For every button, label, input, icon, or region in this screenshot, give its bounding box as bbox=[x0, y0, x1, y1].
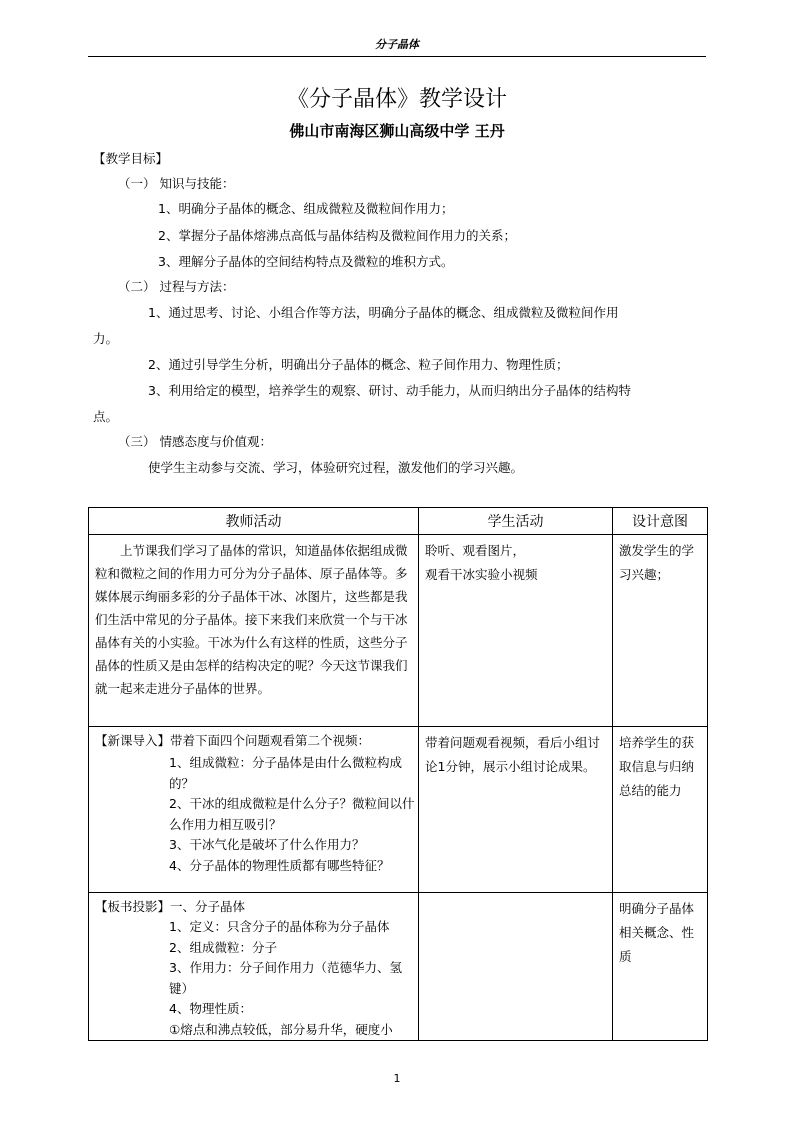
guiding-question: 2、干冰的组成微粒是什么分子？微粒间以什么作用力相互吸引？ bbox=[169, 796, 415, 832]
page-number: 1 bbox=[393, 1072, 401, 1085]
board-item: 3、作用力：分子间作用力（范德华力、氢键） bbox=[169, 960, 402, 996]
intent-cell bbox=[613, 535, 708, 727]
section1-item: 1、明确分子晶体的概念、组成微粒及微粒间作用力； bbox=[158, 201, 454, 216]
intent-cell bbox=[613, 727, 708, 893]
board-item: 1、定义：只含分子的晶体称为分子晶体 bbox=[169, 919, 390, 934]
teacher-cell bbox=[89, 727, 419, 893]
board-item: 4、物理性质： bbox=[169, 1001, 252, 1016]
student-cell bbox=[419, 535, 613, 727]
section2-item: 3、利用给定的模型，培养学生的观察、研讨、动手能力，从而归纳出分子晶体的结构特 bbox=[148, 383, 631, 398]
teacher-intro-text: 上节课我们学习了晶体的常识，知道晶体依据组成微粒和微粒之间的作用力可分为分子晶体、原子晶体等。多媒体展示绚丽多彩的分子晶体干冰、冰图片，这些都是我们生活中常见的分子晶体。接下来我们来欣赏一个与干冰晶体有关的小实验。干冰为什么有这样的性质，这些分子晶体的性质又是由怎样的结构决定的呢？今天这节课我们就一起来走进分子晶体的世界。 bbox=[95, 543, 408, 696]
section2-item-cont: 点。 bbox=[93, 409, 119, 424]
board-tag: 【板书投影】 bbox=[95, 899, 171, 914]
student-text bbox=[419, 893, 612, 901]
section3-heading: （三） 情感态度与价值观： bbox=[118, 434, 272, 449]
lesson-activity-table bbox=[88, 507, 708, 1041]
student-text: 聆听、观看图片， bbox=[425, 543, 526, 558]
section1-item: 2、掌握分子晶体熔沸点高低与晶体结构及微粒间作用力的关系； bbox=[158, 228, 516, 243]
section2-item-cont: 力。 bbox=[93, 331, 119, 346]
board-item: 2、组成微粒：分子 bbox=[169, 939, 277, 955]
section3-item: 使学生主动参与交流、学习，体验研究过程，激发他们的学习兴趣。 bbox=[148, 460, 524, 475]
header-teacher-activity: 教师活动 bbox=[89, 508, 419, 535]
page-header: 分子晶体 bbox=[375, 38, 419, 51]
table-header-row bbox=[89, 508, 708, 535]
student-cell bbox=[419, 893, 613, 1041]
student-text: 带着问题观看视频，看后小组讨论1分钟，展示小组讨论成果。 bbox=[425, 735, 601, 774]
table-row bbox=[89, 535, 708, 727]
student-cell bbox=[419, 727, 613, 893]
teacher-cell bbox=[89, 893, 419, 1041]
section2-heading: （二） 过程与方法： bbox=[118, 279, 235, 294]
header-design-intent: 设计意图 bbox=[613, 508, 708, 535]
table-row bbox=[89, 893, 708, 1041]
section2-item: 2、通过引导学生分析，明确出分子晶体的概念、粒子间作用力、物理性质； bbox=[148, 357, 569, 372]
intent-text: 激发学生的学习兴趣； bbox=[619, 543, 695, 582]
section1-item: 3、理解分子晶体的空间结构特点及微粒的堆积方式。 bbox=[158, 254, 454, 269]
intent-text: 明确分子晶体相关概念、性质 bbox=[619, 901, 695, 964]
guiding-question: 4、分子晶体的物理性质都有哪些特征？ bbox=[169, 857, 390, 873]
student-text: 观看干冰实验小视频 bbox=[425, 567, 538, 582]
goals-heading: 【教学目标】 bbox=[93, 151, 169, 166]
new-lesson-lead: 带着下面四个问题观看第二个视频： bbox=[170, 733, 371, 748]
guiding-question: 1、组成微粒：分子晶体是由什么微粒构成的？ bbox=[169, 755, 402, 791]
header-student-activity: 学生活动 bbox=[419, 508, 613, 535]
section2-item: 1、通过思考、讨论、小组合作等方法，明确分子晶体的概念、组成微粒及微粒间作用 bbox=[148, 305, 619, 320]
guiding-question: 3、干冰气化是破坏了什么作用力？ bbox=[169, 837, 365, 852]
header-divider bbox=[88, 56, 706, 57]
document-author: 佛山市南海区狮山高级中学 王丹 bbox=[289, 122, 505, 140]
board-lead: 一、分子晶体 bbox=[170, 899, 246, 914]
document-title: 《分子晶体》教学设计 bbox=[286, 87, 507, 112]
table-row bbox=[89, 727, 708, 893]
intent-cell bbox=[613, 893, 708, 1041]
intent-text: 培养学生的获取信息与归纳总结的能力 bbox=[619, 735, 695, 798]
teacher-cell bbox=[89, 535, 419, 727]
section1-heading: （一） 知识与技能： bbox=[118, 176, 235, 191]
board-item: ①熔点和沸点较低，部分易升华，硬度小 bbox=[169, 1021, 393, 1037]
new-lesson-tag: 【新课导入】 bbox=[95, 733, 171, 748]
